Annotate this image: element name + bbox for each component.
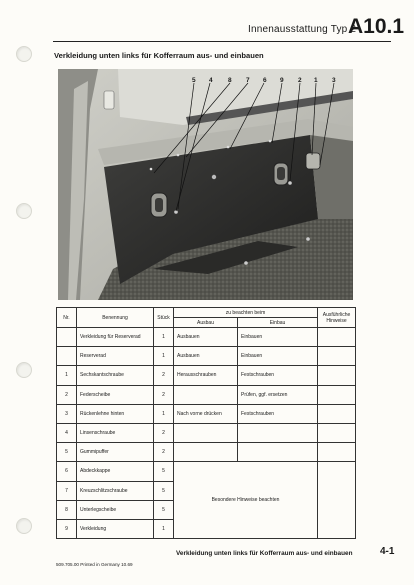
row-benennung: Linsenschraube bbox=[77, 423, 154, 442]
row-nr: 8 bbox=[57, 500, 77, 519]
row-nr: 7 bbox=[57, 481, 77, 500]
table-row bbox=[57, 462, 356, 481]
table-row bbox=[57, 385, 356, 404]
row-ausbau: Nach vorne drücken bbox=[174, 404, 238, 423]
row-einbau: Einbauen bbox=[238, 347, 318, 366]
row-benennung: Unterlegscheibe bbox=[77, 500, 154, 519]
callout-label: 4 bbox=[209, 77, 213, 84]
section-title: Innenausstattung Typ 2 bbox=[248, 24, 357, 35]
callout-label: 5 bbox=[192, 77, 196, 84]
row-hinweise bbox=[318, 423, 356, 442]
callout-label: 6 bbox=[263, 77, 267, 84]
column-header-stueck: Stück bbox=[154, 308, 174, 328]
row-stueck: 1 bbox=[154, 328, 174, 347]
parts-table bbox=[56, 307, 356, 539]
row-nr: 6 bbox=[57, 462, 77, 481]
row-benennung: Reserverad bbox=[77, 347, 154, 366]
row-nr: 3 bbox=[57, 404, 77, 423]
row-hinweise bbox=[318, 404, 356, 423]
row-einbau: Festschrauben bbox=[238, 366, 318, 385]
footer-title: Verkleidung unten links für Kofferraum aus- und einbauen bbox=[176, 550, 353, 557]
callout-label: 9 bbox=[280, 77, 284, 84]
row-stueck: 5 bbox=[154, 481, 174, 500]
header-divider bbox=[53, 41, 391, 42]
binder-hole-top bbox=[16, 46, 32, 62]
row-ausbau: Ausbauen bbox=[174, 328, 238, 347]
callout-label: 2 bbox=[298, 77, 302, 84]
column-header-nr: Nr. bbox=[57, 308, 77, 328]
table-row bbox=[57, 423, 356, 442]
row-hinweise bbox=[318, 443, 356, 462]
row-einbau bbox=[238, 443, 318, 462]
row-hinweise bbox=[318, 328, 356, 347]
row-hinweise bbox=[318, 366, 356, 385]
page-subtitle: Verkleidung unten links für Kofferraum aus- und einbauen bbox=[54, 51, 264, 60]
column-header-zu-beachten: zu beachten beim bbox=[174, 308, 318, 318]
callout-label: 7 bbox=[246, 77, 250, 84]
row-ausbau: Herausschrauben bbox=[174, 366, 238, 385]
row-stueck: 2 bbox=[154, 423, 174, 442]
callout-label: 8 bbox=[228, 77, 232, 84]
row-ausbau bbox=[174, 443, 238, 462]
table-row bbox=[57, 366, 356, 385]
row-nr: 1 bbox=[57, 366, 77, 385]
row-nr: 5 bbox=[57, 443, 77, 462]
row-nr: 4 bbox=[57, 423, 77, 442]
binder-hole-upper bbox=[16, 203, 32, 219]
row-benennung: Rückenlehne hinten bbox=[77, 404, 154, 423]
row-einbau: Festschrauben bbox=[238, 404, 318, 423]
callout-numbers bbox=[58, 77, 353, 89]
row-stueck: 1 bbox=[154, 347, 174, 366]
row-nr: 2 bbox=[57, 385, 77, 404]
footer-print-code: 509.705.00 Printed in Germany 10.69 bbox=[56, 562, 133, 567]
trunk-panel-photo bbox=[58, 69, 353, 300]
callout-label: 1 bbox=[314, 77, 318, 84]
row-ausbau bbox=[174, 385, 238, 404]
row-nr bbox=[57, 347, 77, 366]
row-benennung: Sechskantschraube bbox=[77, 366, 154, 385]
binder-hole-lower bbox=[16, 362, 32, 378]
table-row bbox=[57, 404, 356, 423]
row-stueck: 5 bbox=[154, 500, 174, 519]
row-nr: 9 bbox=[57, 519, 77, 538]
row-hinweise bbox=[318, 462, 356, 539]
page-number: 4-1 bbox=[380, 546, 395, 557]
row-stueck: 2 bbox=[154, 385, 174, 404]
row-benennung: Verkleidung für Reserverad bbox=[77, 328, 154, 347]
row-stueck: 1 bbox=[154, 519, 174, 538]
table-row bbox=[57, 347, 356, 366]
column-header-benennung: Benennung bbox=[77, 308, 154, 328]
row-ausbau bbox=[174, 423, 238, 442]
row-benennung: Kreuzschlitzschraube bbox=[77, 481, 154, 500]
row-benennung: Abdeckkappe bbox=[77, 462, 154, 481]
column-header-hinweise: Ausführliche Hinweise bbox=[318, 308, 356, 328]
row-einbau: Einbauen bbox=[238, 328, 318, 347]
binder-hole-bottom bbox=[16, 518, 32, 534]
section-code: A10.1 bbox=[348, 15, 405, 38]
callout-label: 3 bbox=[332, 77, 336, 84]
row-benennung: Verkleidung bbox=[77, 519, 154, 538]
row-einbau: Prüfen, ggf. ersetzen bbox=[238, 385, 318, 404]
column-header-ausbau: Ausbau bbox=[174, 318, 238, 328]
row-benennung: Gummipuffer bbox=[77, 443, 154, 462]
row-nr bbox=[57, 328, 77, 347]
table-row bbox=[57, 328, 356, 347]
row-einbau bbox=[238, 423, 318, 442]
row-stueck: 5 bbox=[154, 462, 174, 481]
column-header-einbau: Einbau bbox=[238, 318, 318, 328]
row-hinweise bbox=[318, 347, 356, 366]
row-stueck: 2 bbox=[154, 366, 174, 385]
special-note: Besondere Hinweise beachten bbox=[174, 462, 318, 539]
row-stueck: 1 bbox=[154, 404, 174, 423]
row-benennung: Federscheibe bbox=[77, 385, 154, 404]
row-stueck: 2 bbox=[154, 443, 174, 462]
row-hinweise bbox=[318, 385, 356, 404]
row-ausbau: Ausbauen bbox=[174, 347, 238, 366]
table-row bbox=[57, 443, 356, 462]
